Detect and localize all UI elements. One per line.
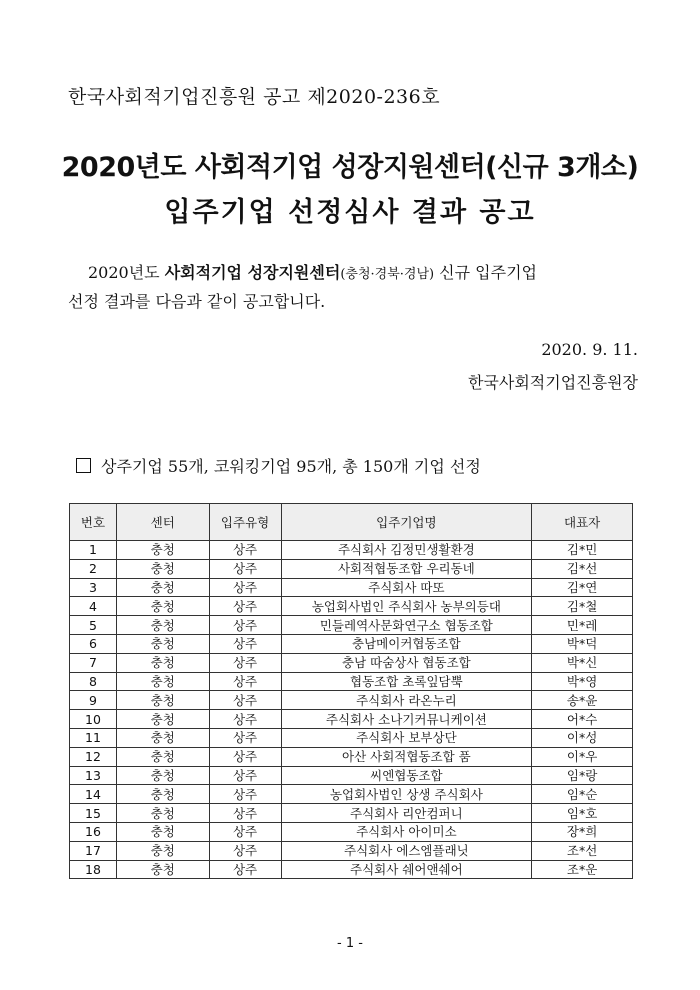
table-row [70, 860, 633, 879]
cell-type: 상주 [209, 785, 281, 804]
cell-representative: 임*랑 [532, 766, 633, 785]
table-row [70, 597, 633, 616]
cell-representative: 김*선 [532, 559, 633, 578]
intro-paragraph-line-1 [68, 258, 638, 289]
cell-number: 14 [70, 785, 117, 804]
cell-representative: 송*윤 [532, 691, 633, 710]
cell-number: 5 [70, 616, 117, 635]
cell-number: 10 [70, 710, 117, 729]
cell-number: 1 [70, 541, 117, 560]
cell-company-name: 주식회사 리안컴퍼니 [281, 804, 532, 823]
cell-type: 상주 [209, 822, 281, 841]
cell-company-name: 주식회사 아이미소 [281, 822, 532, 841]
cell-company-name: 협동조합 초록잎담뿍 [281, 672, 532, 691]
cell-center: 충청 [116, 710, 209, 729]
table-row [70, 541, 633, 560]
cell-company-name: 주식회사 쉐어앤쉐어 [281, 860, 532, 879]
cell-company-name: 주식회사 김정민생활환경 [281, 541, 532, 560]
cell-representative: 임*호 [532, 804, 633, 823]
cell-center: 충청 [116, 766, 209, 785]
header-company-name: 입주기업명 [281, 504, 532, 541]
cell-representative: 김*철 [532, 597, 633, 616]
cell-number: 3 [70, 578, 117, 597]
cell-center: 충청 [116, 597, 209, 616]
cell-number: 18 [70, 860, 117, 879]
cell-center: 충청 [116, 634, 209, 653]
cell-number: 8 [70, 672, 117, 691]
cell-company-name: 주식회사 라온누리 [281, 691, 532, 710]
issuer-name: 한국사회적기업진흥원장 [467, 373, 638, 392]
cell-number: 7 [70, 653, 117, 672]
cell-company-name: 사회적협동조합 우리동네 [281, 559, 532, 578]
cell-representative: 박*신 [532, 653, 633, 672]
intro-regions: (충청·경북·경남) [340, 267, 435, 282]
cell-company-name: 충남 따숨상사 협동조합 [281, 653, 532, 672]
cell-representative: 이*우 [532, 747, 633, 766]
cell-type: 상주 [209, 541, 281, 560]
cell-number: 15 [70, 804, 117, 823]
cell-representative: 김*연 [532, 578, 633, 597]
cell-representative: 이*성 [532, 728, 633, 747]
header-representative: 대표자 [532, 504, 633, 541]
cell-company-name: 주식회사 에스엠플래닛 [281, 841, 532, 860]
cell-type: 상주 [209, 634, 281, 653]
header-type: 입주유형 [209, 504, 281, 541]
cell-center: 충청 [116, 747, 209, 766]
cell-center: 충청 [116, 728, 209, 747]
cell-center: 충청 [116, 822, 209, 841]
cell-center: 충청 [116, 804, 209, 823]
table-row [70, 653, 633, 672]
cell-representative: 박*덕 [532, 634, 633, 653]
cell-type: 상주 [209, 578, 281, 597]
cell-center: 충청 [116, 860, 209, 879]
cell-center: 충청 [116, 578, 209, 597]
cell-center: 충청 [116, 616, 209, 635]
cell-company-name: 민들레역사문화연구소 협동조합 [281, 616, 532, 635]
table-row [70, 766, 633, 785]
cell-representative: 김*민 [532, 541, 633, 560]
cell-representative: 임*순 [532, 785, 633, 804]
cell-center: 충청 [116, 841, 209, 860]
table-row [70, 785, 633, 804]
cell-type: 상주 [209, 653, 281, 672]
cell-center: 충청 [116, 653, 209, 672]
cell-type: 상주 [209, 766, 281, 785]
notice-date: 2020. 9. 11. [541, 340, 638, 359]
cell-center: 충청 [116, 541, 209, 560]
table-row [70, 616, 633, 635]
table-row [70, 691, 633, 710]
intro-paragraph-line-2: 선정 결과를 다음과 같이 공고합니다. [68, 292, 326, 311]
table-row [70, 634, 633, 653]
cell-type: 상주 [209, 747, 281, 766]
header-center: 센터 [116, 504, 209, 541]
cell-number: 12 [70, 747, 117, 766]
cell-company-name: 아산 사회적협동조합 품 [281, 747, 532, 766]
cell-type: 상주 [209, 672, 281, 691]
cell-company-name: 주식회사 따또 [281, 578, 532, 597]
cell-representative: 조*선 [532, 841, 633, 860]
cell-type: 상주 [209, 691, 281, 710]
cell-number: 11 [70, 728, 117, 747]
cell-number: 9 [70, 691, 117, 710]
intro-end: 신규 입주기업 [434, 263, 537, 282]
table-row [70, 841, 633, 860]
cell-company-name: 주식회사 소나기커뮤니케이션 [281, 710, 532, 729]
cell-company-name: 씨엔협동조합 [281, 766, 532, 785]
cell-center: 충청 [116, 785, 209, 804]
table-row [70, 822, 633, 841]
cell-type: 상주 [209, 804, 281, 823]
selected-companies-table [69, 503, 633, 879]
notice-number: 한국사회적기업진흥원 공고 제2020-236호 [68, 86, 441, 108]
checkbox-icon [76, 458, 91, 473]
table-row [70, 672, 633, 691]
summary-text: 상주기업 55개, 코워킹기업 95개, 총 150개 기업 선정 [101, 457, 481, 476]
cell-center: 충청 [116, 672, 209, 691]
cell-company-name: 주식회사 보부상단 [281, 728, 532, 747]
cell-representative: 어*수 [532, 710, 633, 729]
cell-type: 상주 [209, 710, 281, 729]
cell-representative: 민*레 [532, 616, 633, 635]
cell-number: 4 [70, 597, 117, 616]
cell-representative: 장*희 [532, 822, 633, 841]
cell-number: 2 [70, 559, 117, 578]
table-row [70, 747, 633, 766]
cell-representative: 조*운 [532, 860, 633, 879]
header-number: 번호 [70, 504, 117, 541]
selection-summary [76, 454, 481, 477]
cell-type: 상주 [209, 841, 281, 860]
title-line-2: 입주기업 선정심사 결과 공고 [164, 197, 536, 228]
cell-number: 13 [70, 766, 117, 785]
page-number: - 1 - [337, 936, 363, 951]
cell-company-name: 농업회사법인 상생 주식회사 [281, 785, 532, 804]
intro-bold-center-name: 사회적기업 성장지원센터 [164, 263, 341, 282]
table-row [70, 804, 633, 823]
cell-company-name: 농업회사법인 주식회사 농부의등대 [281, 597, 532, 616]
table-row [70, 728, 633, 747]
cell-number: 16 [70, 822, 117, 841]
intro-start: 2020년도 [88, 263, 165, 282]
table-row [70, 578, 633, 597]
table-row [70, 559, 633, 578]
cell-number: 17 [70, 841, 117, 860]
cell-center: 충청 [116, 691, 209, 710]
cell-type: 상주 [209, 559, 281, 578]
cell-center: 충청 [116, 559, 209, 578]
cell-number: 6 [70, 634, 117, 653]
cell-company-name: 충남메이커협동조합 [281, 634, 532, 653]
cell-representative: 박*영 [532, 672, 633, 691]
cell-type: 상주 [209, 616, 281, 635]
cell-type: 상주 [209, 597, 281, 616]
cell-type: 상주 [209, 860, 281, 879]
table-row [70, 710, 633, 729]
table-header-row [70, 504, 633, 541]
cell-type: 상주 [209, 728, 281, 747]
title-line-1: 2020년도 사회적기업 성장지원센터(신규 3개소) [61, 152, 639, 183]
